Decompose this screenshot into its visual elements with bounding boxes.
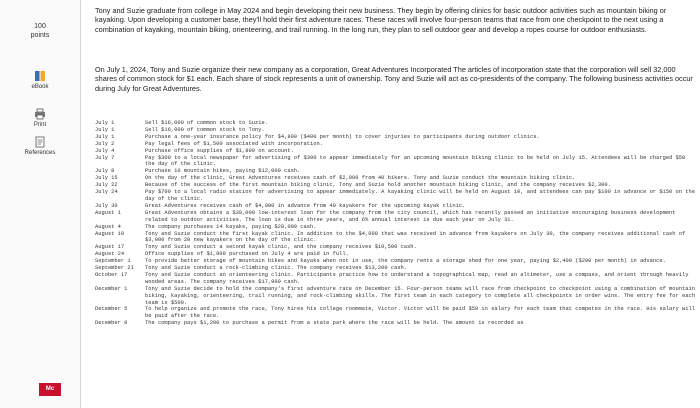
transaction-row bbox=[95, 182, 695, 189]
transaction-date: December 8 bbox=[95, 320, 128, 327]
transaction-text: Office supplies of $1,800 purchased on July 4 are paid in full. bbox=[145, 251, 349, 258]
transaction-date: July 2 bbox=[95, 140, 115, 147]
transaction-text: Tony and Suzie conduct a second kayak clinic, and the company receives $10,500 cash. bbox=[145, 244, 417, 251]
transaction-row bbox=[95, 210, 695, 224]
transaction-date: July 1 bbox=[95, 126, 115, 133]
transaction-row bbox=[95, 286, 695, 307]
transaction-row bbox=[95, 175, 695, 182]
printer-icon bbox=[34, 108, 46, 120]
transaction-date: July 8 bbox=[95, 168, 115, 175]
intro-paragraph: Tony and Suzie graduate from college in May 2024 and begin developing their new business. They begin by offering clinics for basic outdoor activities such as mountain biking or kayaking. Upon developing a customer base, they'll hold their first adventure races. These races will involve four-person teams that race from one checkpoint to the next using a combination of kayaking, mountain biking, orienteering, and trail running. In the long run, they plan to sell outdoor gear and develop a ropes course for outdoor enthusiasts. bbox=[95, 6, 667, 34]
print-button[interactable] bbox=[14, 108, 66, 128]
transaction-row bbox=[95, 203, 695, 210]
transaction-row bbox=[95, 141, 695, 148]
print-label: Print bbox=[33, 122, 47, 128]
transaction-date: September 1 bbox=[95, 258, 131, 265]
points-label: points bbox=[30, 32, 50, 39]
transaction-row bbox=[95, 251, 695, 258]
transaction-row bbox=[95, 127, 695, 134]
transaction-text: Pay legal fees of $1,500 associated with incorporation. bbox=[145, 140, 323, 147]
left-toolbar bbox=[0, 0, 81, 408]
book-icon bbox=[34, 70, 46, 82]
transaction-row bbox=[95, 120, 695, 127]
transaction-text: Because of the success of the first mountain biking clinic, Tony and Suzie hold another mountain biking clinic, and the company receives $2,300. bbox=[145, 182, 611, 189]
transaction-date: July 15 bbox=[95, 175, 118, 182]
transaction-text: Purchase a one-year insurance policy for $4,800 ($400 per month) to cover injuries to participants during outdoor clinics. bbox=[145, 133, 540, 140]
transaction-date: July 24 bbox=[95, 189, 118, 196]
transaction-text: The company pays $1,200 to purchase a permit from a state park where the race will be held. The amount is recorded as bbox=[145, 320, 524, 327]
transaction-text: Pay $700 to a local radio station for advertising to appear immediately. A kayaking clinic will be held on August 10, and attendees can pay $100 in advance or $150 on the day of the clinic. bbox=[145, 189, 695, 202]
transaction-row bbox=[95, 306, 695, 320]
publisher-logo: Mc bbox=[39, 383, 61, 396]
transaction-row bbox=[95, 224, 695, 231]
transaction-date: September 21 bbox=[95, 265, 134, 272]
transaction-text: Tony and Suzie conduct the first kayak clinic. In addition to the $4,000 that was received in advance from kayakers on July 30, the company receives additional cash of $3,000 from 20 new kayakers on the day of the clinic. bbox=[145, 230, 686, 244]
transaction-row bbox=[95, 155, 695, 169]
references-label: References bbox=[24, 150, 56, 156]
transaction-text: Tony and Suzie conduct an orienteering clinic. Participants practice how to understand a topographical map, read an altimeter, use a compass, and orient through heavily wooded areas. The company receives $17,900 cash. bbox=[145, 271, 689, 285]
transaction-text: Purchase office supplies of $1,800 on account. bbox=[145, 147, 294, 154]
transaction-row bbox=[95, 265, 695, 272]
transaction-text: Tony and Suzie conduct a rock-climbing clinic. The company receives $13,200 cash. bbox=[145, 265, 408, 272]
points-box bbox=[8, 22, 72, 40]
transaction-text: On the day of the clinic, Great Adventures receives cash of $2,000 from 40 bikers. Tony and Suzie conduct the mountain biking clinic. bbox=[145, 175, 576, 182]
transaction-date: August 17 bbox=[95, 244, 125, 251]
transaction-row bbox=[95, 231, 695, 245]
transaction-date: August 4 bbox=[95, 223, 121, 230]
references-button[interactable] bbox=[14, 136, 66, 156]
transaction-text: Sell $16,000 of common stock to Tony. bbox=[145, 126, 265, 133]
transaction-text: The company purchases 14 kayaks, paying $28,000 cash. bbox=[145, 223, 317, 230]
transaction-text: Pay $300 to a local newspaper for advertising of $300 to appear immediately for an upcoming mountain biking clinic to be held on July 15. Attendees will be charged $50 the day of the clinic. bbox=[145, 154, 686, 168]
transaction-date: December 5 bbox=[95, 306, 128, 313]
transaction-text: Great Adventures receives cash of $4,000 in advance from 40 kayakers for the upcoming kayak clinic. bbox=[145, 202, 466, 209]
transactions-table bbox=[95, 120, 695, 327]
transaction-date: July 1 bbox=[95, 120, 115, 126]
transaction-row bbox=[95, 320, 695, 327]
ebook-button[interactable] bbox=[14, 70, 66, 90]
transaction-text: Purchase 10 mountain bikes, paying $12,000 cash. bbox=[145, 168, 301, 175]
transaction-row bbox=[95, 134, 695, 141]
transaction-row bbox=[95, 168, 695, 175]
transaction-date: August 1 bbox=[95, 209, 121, 216]
transaction-row bbox=[95, 244, 695, 251]
transaction-date: July 4 bbox=[95, 147, 115, 154]
transaction-date: August 10 bbox=[95, 230, 125, 237]
transaction-date: July 22 bbox=[95, 182, 118, 189]
transaction-row bbox=[95, 258, 695, 265]
transaction-row bbox=[95, 189, 695, 203]
transaction-date: July 1 bbox=[95, 133, 115, 140]
references-icon bbox=[34, 136, 46, 148]
transaction-text: To provide better storage of mountain bikes and kayaks when not in use, the company rents a storage shed for one year, paying $2,400 ($200 per month) in advance. bbox=[145, 258, 666, 265]
transaction-text: Great Adventures obtains a $30,000 low-interest loan for the company from the city council, which has recently passed an initiative encouraging business development related to outdoor activities. The loan is due in three years, and 6% annual interest is due each year on July 31. bbox=[145, 209, 676, 223]
setup-paragraph: On July 1, 2024, Tony and Suzie organize their new company as a corporation, Great Adventures Incorporated The articles of incorporation state that the corporation will sell 32,000 shares of common stock for $1 each. Each share of stock represents a unit of ownership. Tony and Suzie will act as co-presidents of the company. The following business activities occur during July for Great Adventures. bbox=[95, 65, 693, 93]
transaction-date: July 30 bbox=[95, 202, 118, 209]
transaction-date: October 17 bbox=[95, 271, 128, 278]
transaction-row bbox=[95, 148, 695, 155]
transaction-row bbox=[95, 272, 695, 286]
transaction-text: To help organize and promote the race, Tony hires his college roommate, Victor. Victor will be paid $50 in salary for each team that competes in the race. His salary will be paid after the race. bbox=[145, 306, 695, 320]
transaction-text: Sell $16,000 of common stock to Suzie. bbox=[145, 120, 268, 126]
transaction-date: December 1 bbox=[95, 285, 128, 292]
transaction-date: August 24 bbox=[95, 251, 125, 258]
points-value: 100 bbox=[34, 23, 46, 30]
transaction-date: July 7 bbox=[95, 154, 115, 161]
ebook-label: eBook bbox=[31, 84, 49, 90]
transaction-text: Tony and Suzie decide to hold the company's first adventure race on December 15. Four-person teams will race from checkpoint to checkpoint using a combination of mountain biking, kayaking, orienteering, trail running, and rock-climbing skills. The first team in each category to complete all checkpoints in order wins. The entry fee for each team is $500. bbox=[145, 285, 695, 306]
